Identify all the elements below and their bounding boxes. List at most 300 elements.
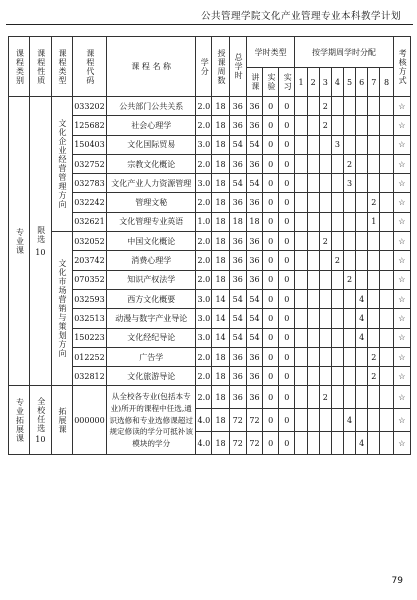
total-hours-cell: 54 [229,328,246,347]
semester-6-cell: 4 [356,289,368,308]
semester-5-cell [343,432,355,455]
semester-5-cell: 3 [343,174,355,193]
exam-cell: ☆ [393,232,410,251]
semester-5-cell [343,289,355,308]
semester-7-cell [368,232,380,251]
category-major: 专业课 [9,97,30,386]
semester-8-cell [380,232,393,251]
practice-hours-cell: 0 [279,116,295,135]
weeks-cell: 18 [212,97,229,116]
curriculum-table [8,36,411,455]
semester-2-cell [307,347,319,366]
course-name-cell: 西方文化概要 [107,289,196,308]
semester-6-cell [356,135,368,154]
semester-8-cell [380,212,393,231]
total-hours-cell: 36 [229,193,246,212]
semester-5-cell [343,386,355,409]
semester-8-cell [380,328,393,347]
semester-8-cell [380,367,393,386]
col-semester: 7 [368,68,380,97]
semester-7-cell [368,97,380,116]
semester-1-cell [295,270,307,289]
semester-8-cell [380,193,393,212]
credit-cell: 3.0 [196,309,212,328]
weeks-cell: 18 [212,432,229,455]
col-lecture: 讲课 [246,68,262,97]
semester-8-cell [380,432,393,455]
course-code-cell: 012252 [72,347,106,366]
weeks-cell: 18 [212,409,229,432]
semester-2-cell [307,212,319,231]
col-category: 课程类别 [9,37,30,97]
practice-hours-cell: 0 [279,367,295,386]
credit-cell: 2.0 [196,367,212,386]
semester-3-cell [319,270,331,289]
semester-4-cell [331,270,343,289]
semester-2-cell [307,386,319,409]
semester-3-cell [319,212,331,231]
semester-4-cell [331,309,343,328]
header-title: 公共管理学院文化产业管理专业本科教学计划 [200,11,401,22]
total-hours-cell: 54 [229,289,246,308]
col-total-hours: 总学时 [229,37,246,97]
page-number: 79 [391,576,403,586]
weeks-cell: 14 [212,309,229,328]
col-semester: 5 [343,68,355,97]
practice-hours-cell: 0 [279,386,295,409]
course-name-cell: 文化旅游导论 [107,367,196,386]
nature-elective: 全校任选 10 [30,386,51,455]
semester-6-cell [356,193,368,212]
experiment-hours-cell: 0 [263,154,279,173]
semester-6-cell [356,251,368,270]
lecture-hours-cell: 54 [246,309,262,328]
semester-2-cell [307,270,319,289]
lecture-hours-cell: 54 [246,289,262,308]
semester-1-cell [295,154,307,173]
semester-7-cell [368,409,380,432]
experiment-hours-cell: 0 [263,328,279,347]
semester-5-cell: 2 [343,270,355,289]
semester-3-cell [319,174,331,193]
semester-1-cell [295,232,307,251]
col-semester-group: 按学期周学时分配 [295,37,393,68]
lecture-hours-cell: 54 [246,135,262,154]
semester-7-cell [368,154,380,173]
semester-7-cell [368,328,380,347]
direction-enterprise: 文化企业经营管理方向 [51,97,72,232]
lecture-hours-cell: 36 [246,367,262,386]
semester-7-cell [368,289,380,308]
semester-5-cell: 2 [343,154,355,173]
semester-5-cell [343,232,355,251]
weeks-cell: 18 [212,193,229,212]
experiment-hours-cell: 0 [263,270,279,289]
credit-cell: 2.0 [196,193,212,212]
semester-3-cell [319,309,331,328]
semester-5-cell [343,116,355,135]
exam-cell: ☆ [393,386,410,409]
semester-1-cell [295,174,307,193]
semester-2-cell [307,251,319,270]
experiment-hours-cell: 0 [263,232,279,251]
semester-3-cell: 2 [319,116,331,135]
semester-6-cell [356,97,368,116]
credit-cell: 2.0 [196,386,212,409]
lecture-hours-cell: 36 [246,347,262,366]
semester-2-cell [307,174,319,193]
type-elective: 拓展课 [51,386,72,455]
semester-8-cell [380,116,393,135]
semester-5-cell [343,212,355,231]
practice-hours-cell: 0 [279,251,295,270]
col-semester: 6 [356,68,368,97]
total-hours-cell: 36 [229,232,246,251]
course-code-cell: 032052 [72,232,106,251]
semester-4-cell: 3 [331,135,343,154]
semester-6-cell [356,347,368,366]
table-row [9,232,411,251]
course-code-cell: 032752 [72,154,106,173]
semester-1-cell [295,386,307,409]
semester-1-cell [295,328,307,347]
semester-1-cell [295,347,307,366]
total-hours-cell: 72 [229,432,246,455]
semester-7-cell: 2 [368,367,380,386]
weeks-cell: 18 [212,174,229,193]
semester-6-cell [356,154,368,173]
semester-5-cell [343,309,355,328]
weeks-cell: 18 [212,386,229,409]
total-hours-cell: 18 [229,212,246,231]
course-name-cell: 消费心理学 [107,251,196,270]
practice-hours-cell: 0 [279,309,295,328]
course-name-cell: 中国文化概论 [107,232,196,251]
exam-cell: ☆ [393,270,410,289]
credit-cell: 3.0 [196,289,212,308]
semester-1-cell [295,367,307,386]
semester-6-cell [356,270,368,289]
col-code: 课程代码 [72,37,106,97]
course-code-cell: 150223 [72,328,106,347]
semester-8-cell [380,135,393,154]
total-hours-cell: 36 [229,347,246,366]
course-name-cell: 文化国际贸易 [107,135,196,154]
total-hours-cell: 72 [229,409,246,432]
semester-2-cell [307,409,319,432]
course-code-cell: 032513 [72,309,106,328]
semester-8-cell [380,251,393,270]
course-name-cell: 广告学 [107,347,196,366]
semester-5-cell [343,135,355,154]
course-code-cell: 032593 [72,289,106,308]
semester-1-cell [295,432,307,455]
semester-1-cell [295,193,307,212]
col-type: 课程类型 [51,37,72,97]
semester-4-cell [331,386,343,409]
course-name-cell: 文化管理专业英语 [107,212,196,231]
semester-3-cell [319,347,331,366]
experiment-hours-cell: 0 [263,135,279,154]
semester-3-cell: 2 [319,97,331,116]
lecture-hours-cell: 36 [246,386,262,409]
semester-1-cell [295,309,307,328]
exam-cell: ☆ [393,328,410,347]
course-name-cell: 文化产业人力资源管理 [107,174,196,193]
credit-cell: 2.0 [196,251,212,270]
practice-hours-cell: 0 [279,409,295,432]
lecture-hours-cell: 36 [246,251,262,270]
credit-cell: 2.0 [196,97,212,116]
course-code-cell: 032783 [72,174,106,193]
lecture-hours-cell: 54 [246,174,262,193]
semester-8-cell [380,386,393,409]
weeks-cell: 18 [212,347,229,366]
exam-cell: ☆ [393,174,410,193]
semester-3-cell [319,328,331,347]
semester-2-cell [307,193,319,212]
elective-note-cell: 从全校各专业(包括本专业)所开的课程中任选,通识选修和专业选修课超过规定修读的学分可抵补该模块的学分 [107,386,196,455]
semester-4-cell [331,289,343,308]
col-nature: 课程性质 [30,37,51,97]
experiment-hours-cell: 0 [263,212,279,231]
semester-6-cell [356,232,368,251]
semester-1-cell [295,116,307,135]
semester-8-cell [380,289,393,308]
semester-4-cell [331,193,343,212]
col-semester: 3 [319,68,331,97]
semester-5-cell: 4 [343,409,355,432]
semester-4-cell [331,432,343,455]
practice-hours-cell: 0 [279,154,295,173]
exam-cell: ☆ [393,193,410,212]
course-name-cell: 社会心理学 [107,116,196,135]
exam-cell: ☆ [393,135,410,154]
semester-2-cell [307,367,319,386]
semester-7-cell [368,432,380,455]
page-header [0,6,417,24]
semester-8-cell [380,174,393,193]
weeks-cell: 18 [212,116,229,135]
weeks-cell: 18 [212,251,229,270]
course-code-cell: 033202 [72,97,106,116]
col-semester: 4 [331,68,343,97]
exam-cell: ☆ [393,289,410,308]
credit-cell: 1.0 [196,212,212,231]
experiment-hours-cell: 0 [263,409,279,432]
semester-2-cell [307,289,319,308]
exam-cell: ☆ [393,347,410,366]
semester-3-cell [319,409,331,432]
weeks-cell: 18 [212,270,229,289]
course-code-cell: 070352 [72,270,106,289]
semester-3-cell [319,367,331,386]
table-row [9,386,411,409]
semester-6-cell [356,367,368,386]
experiment-hours-cell: 0 [263,367,279,386]
semester-1-cell [295,135,307,154]
col-name: 课 程 名 称 [107,37,196,97]
credit-cell: 2.0 [196,270,212,289]
category-elective: 专业拓展课 [9,386,30,455]
experiment-hours-cell: 0 [263,174,279,193]
semester-2-cell [307,328,319,347]
practice-hours-cell: 0 [279,193,295,212]
semester-6-cell [356,386,368,409]
practice-hours-cell: 0 [279,212,295,231]
exam-cell: ☆ [393,367,410,386]
course-code-cell: 150403 [72,135,106,154]
semester-6-cell [356,409,368,432]
exam-cell: ☆ [393,154,410,173]
practice-hours-cell: 0 [279,328,295,347]
experiment-hours-cell: 0 [263,432,279,455]
total-hours-cell: 54 [229,174,246,193]
course-code-cell: 125682 [72,116,106,135]
course-code-cell: 000000 [72,386,106,455]
semester-4-cell [331,409,343,432]
semester-4-cell [331,154,343,173]
semester-6-cell: 4 [356,328,368,347]
semester-6-cell: 4 [356,309,368,328]
credit-cell: 4.0 [196,409,212,432]
col-exam: 考核方式 [393,37,410,97]
exam-cell: ☆ [393,97,410,116]
semester-2-cell [307,232,319,251]
semester-2-cell [307,97,319,116]
weeks-cell: 18 [212,232,229,251]
total-hours-cell: 36 [229,251,246,270]
course-name-cell: 文化经纪导论 [107,328,196,347]
semester-8-cell [380,154,393,173]
total-hours-cell: 36 [229,270,246,289]
semester-7-cell [368,135,380,154]
experiment-hours-cell: 0 [263,97,279,116]
credit-cell: 4.0 [196,432,212,455]
credit-cell: 3.0 [196,135,212,154]
semester-7-cell: 2 [368,193,380,212]
total-hours-cell: 36 [229,154,246,173]
semester-7-cell [368,270,380,289]
semester-8-cell [380,409,393,432]
practice-hours-cell: 0 [279,135,295,154]
col-credit: 学分 [196,37,212,97]
experiment-hours-cell: 0 [263,347,279,366]
exam-cell: ☆ [393,432,410,455]
semester-4-cell [331,212,343,231]
weeks-cell: 18 [212,212,229,231]
course-code-cell: 032621 [72,212,106,231]
col-experiment: 实验 [263,68,279,97]
course-name-cell: 动漫与数字产业导论 [107,309,196,328]
lecture-hours-cell: 72 [246,432,262,455]
semester-7-cell: 2 [368,347,380,366]
semester-7-cell [368,174,380,193]
semester-4-cell [331,232,343,251]
semester-4-cell [331,367,343,386]
practice-hours-cell: 0 [279,270,295,289]
semester-3-cell: 2 [319,232,331,251]
semester-8-cell [380,97,393,116]
semester-3-cell [319,135,331,154]
credit-cell: 2.0 [196,116,212,135]
semester-7-cell [368,251,380,270]
course-name-cell: 宗教文化概论 [107,154,196,173]
course-code-cell: 032812 [72,367,106,386]
course-code-cell: 032242 [72,193,106,212]
lecture-hours-cell: 36 [246,193,262,212]
credit-cell: 2.0 [196,232,212,251]
semester-1-cell [295,212,307,231]
semester-1-cell [295,289,307,308]
semester-4-cell [331,347,343,366]
semester-1-cell [295,409,307,432]
semester-3-cell: 2 [319,386,331,409]
semester-4-cell: 2 [331,251,343,270]
course-name-cell: 知识产权法学 [107,270,196,289]
practice-hours-cell: 0 [279,432,295,455]
exam-cell: ☆ [393,251,410,270]
semester-4-cell [331,328,343,347]
lecture-hours-cell: 36 [246,97,262,116]
total-hours-cell: 54 [229,309,246,328]
semester-8-cell [380,347,393,366]
semester-7-cell [368,309,380,328]
total-hours-cell: 36 [229,386,246,409]
semester-5-cell [343,251,355,270]
exam-cell: ☆ [393,212,410,231]
semester-4-cell [331,174,343,193]
semester-7-cell [368,386,380,409]
semester-2-cell [307,135,319,154]
semester-2-cell [307,432,319,455]
semester-1-cell [295,97,307,116]
lecture-hours-cell: 36 [246,154,262,173]
lecture-hours-cell: 72 [246,409,262,432]
semester-3-cell [319,289,331,308]
lecture-hours-cell: 36 [246,116,262,135]
semester-4-cell [331,97,343,116]
experiment-hours-cell: 0 [263,289,279,308]
col-practice: 实习 [279,68,295,97]
semester-7-cell: 1 [368,212,380,231]
practice-hours-cell: 0 [279,347,295,366]
semester-3-cell [319,432,331,455]
experiment-hours-cell: 0 [263,309,279,328]
semester-6-cell: 4 [356,432,368,455]
semester-1-cell [295,251,307,270]
semester-8-cell [380,270,393,289]
semester-5-cell [343,328,355,347]
course-name-cell: 管理文秘 [107,193,196,212]
weeks-cell: 14 [212,289,229,308]
total-hours-cell: 36 [229,97,246,116]
lecture-hours-cell: 18 [246,212,262,231]
col-weeks: 授课周数 [212,37,229,97]
table-row [9,97,411,116]
semester-5-cell [343,367,355,386]
semester-5-cell [343,347,355,366]
semester-2-cell [307,116,319,135]
practice-hours-cell: 0 [279,174,295,193]
semester-5-cell [343,97,355,116]
total-hours-cell: 36 [229,367,246,386]
weeks-cell: 14 [212,328,229,347]
col-semester: 8 [380,68,393,97]
lecture-hours-cell: 36 [246,270,262,289]
exam-cell: ☆ [393,309,410,328]
semester-2-cell [307,309,319,328]
